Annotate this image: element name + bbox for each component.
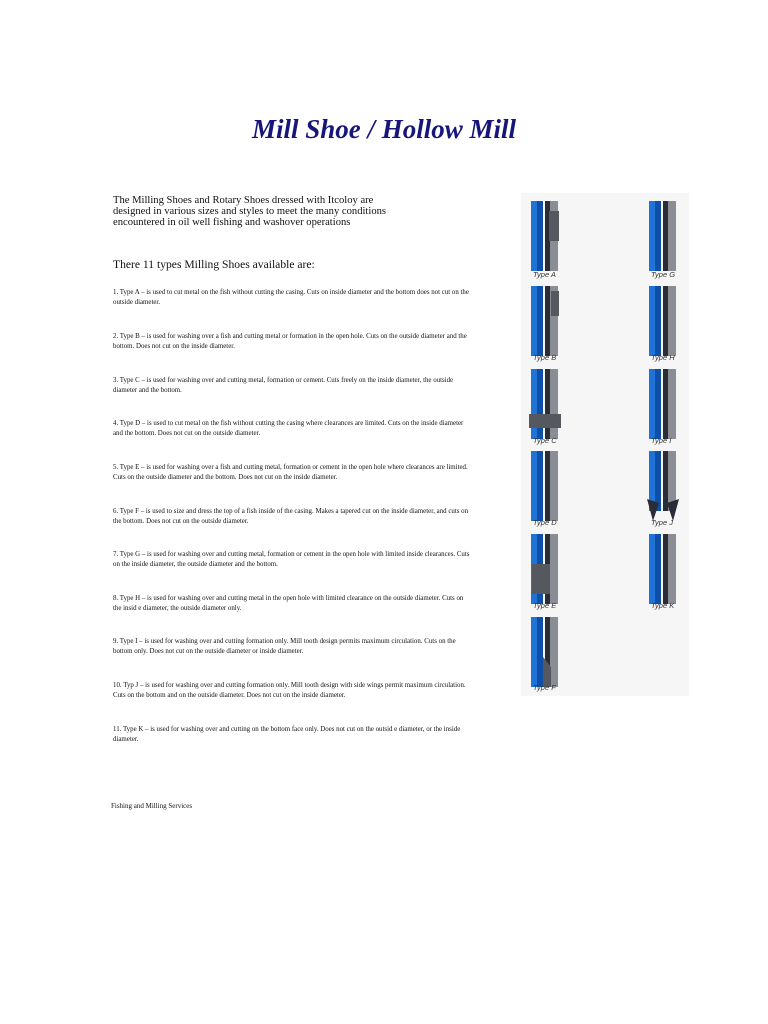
type-item-j: 10. Typ J – is used for washing over and cutting formation only. Mill tooth design with side wings permit maximum circulation. Cuts on the bottom and on the outside diameter. Does not cut on the inside diameter. bbox=[113, 682, 466, 699]
tool-illustration-type-d bbox=[529, 451, 561, 521]
type-label-b: Type B bbox=[533, 353, 557, 362]
type-label-h: Type H bbox=[651, 353, 675, 362]
tool-illustration-type-h bbox=[647, 286, 679, 356]
type-item-g: 7. Type G – is used for washing over and cutting metal, formation or cement in the open hole with limited inside clearances. Cuts on the inside diameter, the outside diameter and the bottom. bbox=[113, 551, 470, 568]
type-label-d: Type D bbox=[533, 518, 557, 527]
type-item-b: 2. Type B – is used for washing over a fish and cutting metal or formation in the open hole. Cuts on the outside diameter and the bottom. Does not cut on the inside diameter. bbox=[113, 333, 467, 350]
type-item-d: 4. Type D – is used to cut metal on the fish without cutting the casing where clearances are limited. Cuts on the inside diameter and the bottom. Does not cut on the outside diameter. bbox=[113, 420, 464, 437]
type-item-h: 8. Type H – is used for washing over and cutting metal in the open hole with limited clearance on the outside diameter. Cuts on the insid e diameter, the outside diameter only. bbox=[113, 595, 464, 612]
type-item-c: 3. Type C – is used for washing over and cutting metal, formation or cement. Cuts freely on the inside diameter, the outside diameter and the bottom. bbox=[113, 377, 454, 394]
type-label-k: Type K bbox=[651, 601, 675, 610]
type-label-c: Type C bbox=[533, 436, 557, 445]
footer-text: Fishing and Milling Services bbox=[111, 802, 193, 810]
tool-illustration-type-j bbox=[647, 451, 679, 521]
type-label-a: Type A bbox=[533, 270, 556, 279]
tool-illustration-type-k bbox=[647, 534, 679, 604]
tool-illustration-type-b bbox=[529, 286, 561, 356]
type-item-i: 9. Type I – is used for washing over and cutting formation only. Mill tooth design permits maximum circulation. Cuts on the bottom only. Does not cut on the outside diameter or inside diameter. bbox=[113, 638, 456, 655]
type-item-f: 6. Type F – is used to size and dress the top of a fish inside of the casing. Makes a tapered cut on the inside diameter, and cuts on the bottom. Does not cut on the outside diameter. bbox=[113, 508, 469, 525]
type-item-a: 1. Type A – is used to cut metal on the fish without cutting the casing. Cuts on inside diameter and the bottom does not cut on the outside diameter. bbox=[113, 289, 469, 306]
type-label-f: Type F bbox=[533, 683, 556, 692]
type-item-k: 11. Type K – is used for washing over and cutting on the bottom face only. Does not cut on the outsid e diameter, or the inside diameter. bbox=[113, 726, 461, 743]
tool-illustration-type-g bbox=[647, 201, 679, 271]
mill-shoe-types-figure bbox=[521, 193, 689, 696]
page-title: Mill Shoe / Hollow Mill bbox=[251, 114, 517, 144]
type-label-i: Type I bbox=[651, 436, 672, 445]
intro-paragraph: The Milling Shoes and Rotary Shoes dressed with Itcoloy are designed in various sizes and styles to meet the many conditions encountered in oil well fishing and washover operations bbox=[113, 195, 387, 228]
tool-illustration-type-f bbox=[529, 617, 561, 687]
tool-illustration-type-a bbox=[529, 201, 561, 271]
type-item-e: 5. Type E – is used for washing over a fish and cutting metal, formation or cement in the open hole where clearances are limited. Cuts on the outside diameter and the bottom. Does not cut on the inside diameter. bbox=[113, 464, 468, 481]
tool-illustration-type-i bbox=[647, 369, 679, 439]
type-label-g: Type G bbox=[651, 270, 676, 279]
tool-illustration-type-c bbox=[529, 369, 561, 439]
types-subheading: There 11 types Milling Shoes available are: bbox=[113, 258, 315, 271]
type-label-e: Type E bbox=[533, 601, 557, 610]
tool-illustration-type-e bbox=[529, 534, 561, 604]
type-label-j: Type J bbox=[651, 518, 673, 527]
